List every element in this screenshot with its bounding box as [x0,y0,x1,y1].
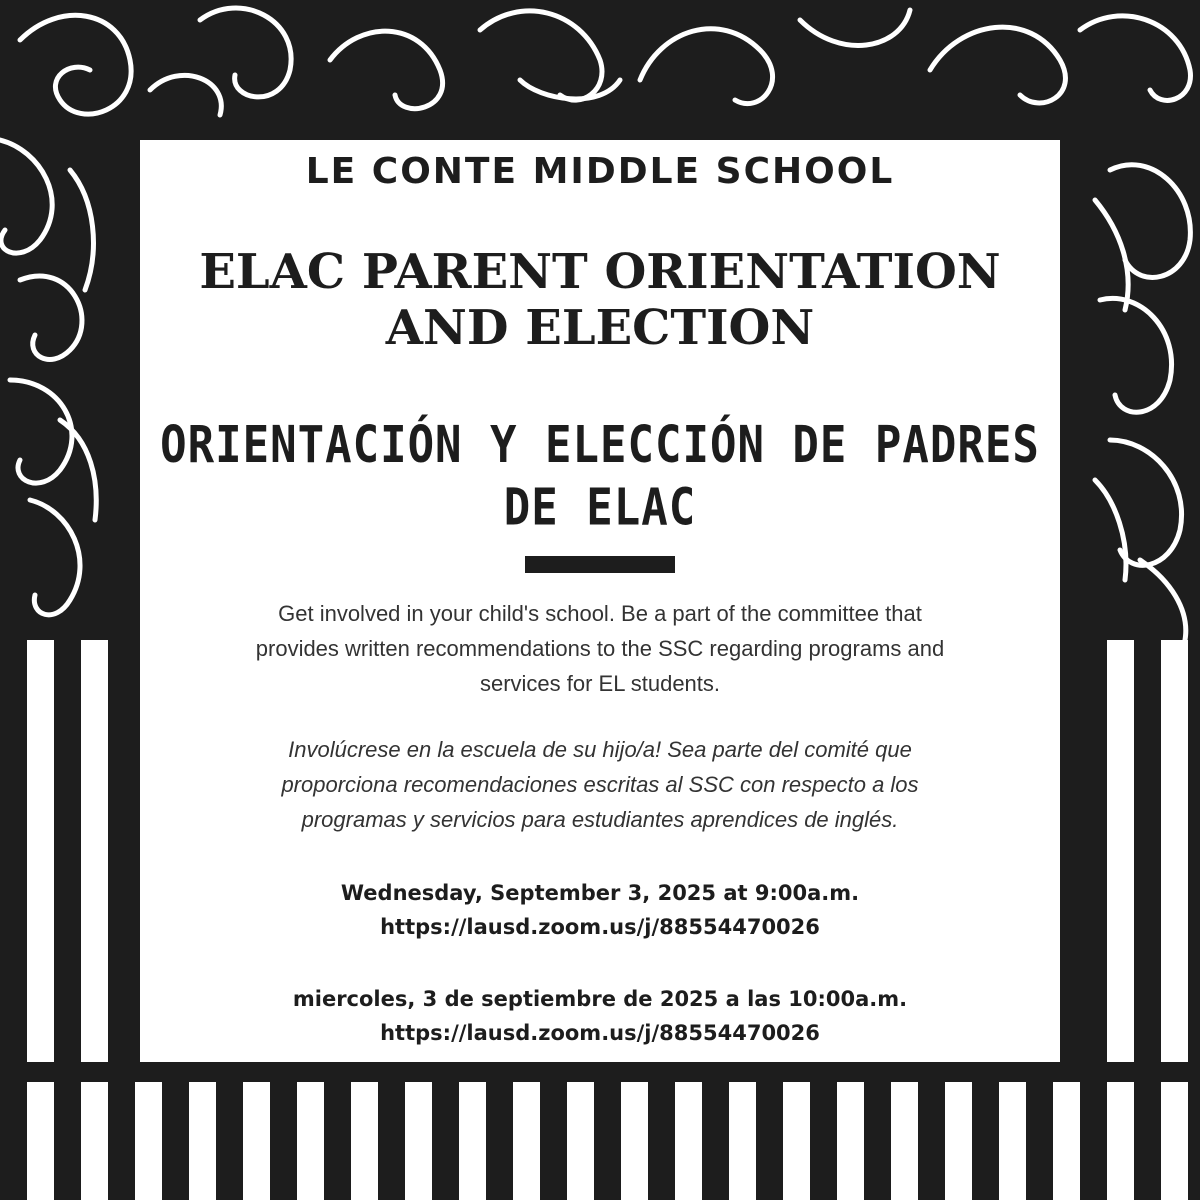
event-spanish [140,982,1060,1050]
right-frame-band [1060,120,1090,1082]
description-spanish-line-3: programas y servicios para estudiantes aprendices de inglés. [301,807,899,832]
description-english-line-1: Get involved in your child's school. Be a part of the committee that [278,601,922,626]
title-english-line-1: ELAC PARENT ORIENTATION [199,244,1001,300]
divider-bar [525,556,675,573]
event-english-zoom-link[interactable]: https://lausd.zoom.us/j/88554470026 [380,915,820,939]
event-english [140,876,1060,944]
content-card [140,140,1060,1062]
event-english-date: Wednesday, September 3, 2025 at 9:00a.m. [340,881,860,905]
description-spanish-line-1: Involúcrese en la escuela de su hijo/a! Sea parte del comité que [288,737,912,762]
description-english-line-3: services for EL students. [479,671,721,696]
event-spanish-zoom-link[interactable]: https://lausd.zoom.us/j/88554470026 [380,1021,820,1045]
bottom-band [0,1062,1200,1082]
description-english-line-2: provides written recommendations to the SSC regarding programs and [255,636,945,661]
title-english [140,244,1060,356]
title-spanish-line-1: ORIENTACIÓN Y ELECCIÓN DE PADRES [160,416,1040,475]
event-spanish-date: miercoles, 3 de septiembre de 2025 a las 10:00a.m. [292,987,908,1011]
description-spanish [160,732,1040,837]
description-spanish-line-2: proporciona recomendaciones escritas al SSC con respecto a los [281,772,919,797]
description-english [160,596,1040,701]
title-english-line-2: AND ELECTION [385,300,815,356]
title-spanish [140,415,1060,539]
school-name: LE CONTE MIDDLE SCHOOL [305,151,895,192]
title-spanish-line-2: DE ELAC [503,478,697,537]
left-frame-band [110,120,140,1082]
